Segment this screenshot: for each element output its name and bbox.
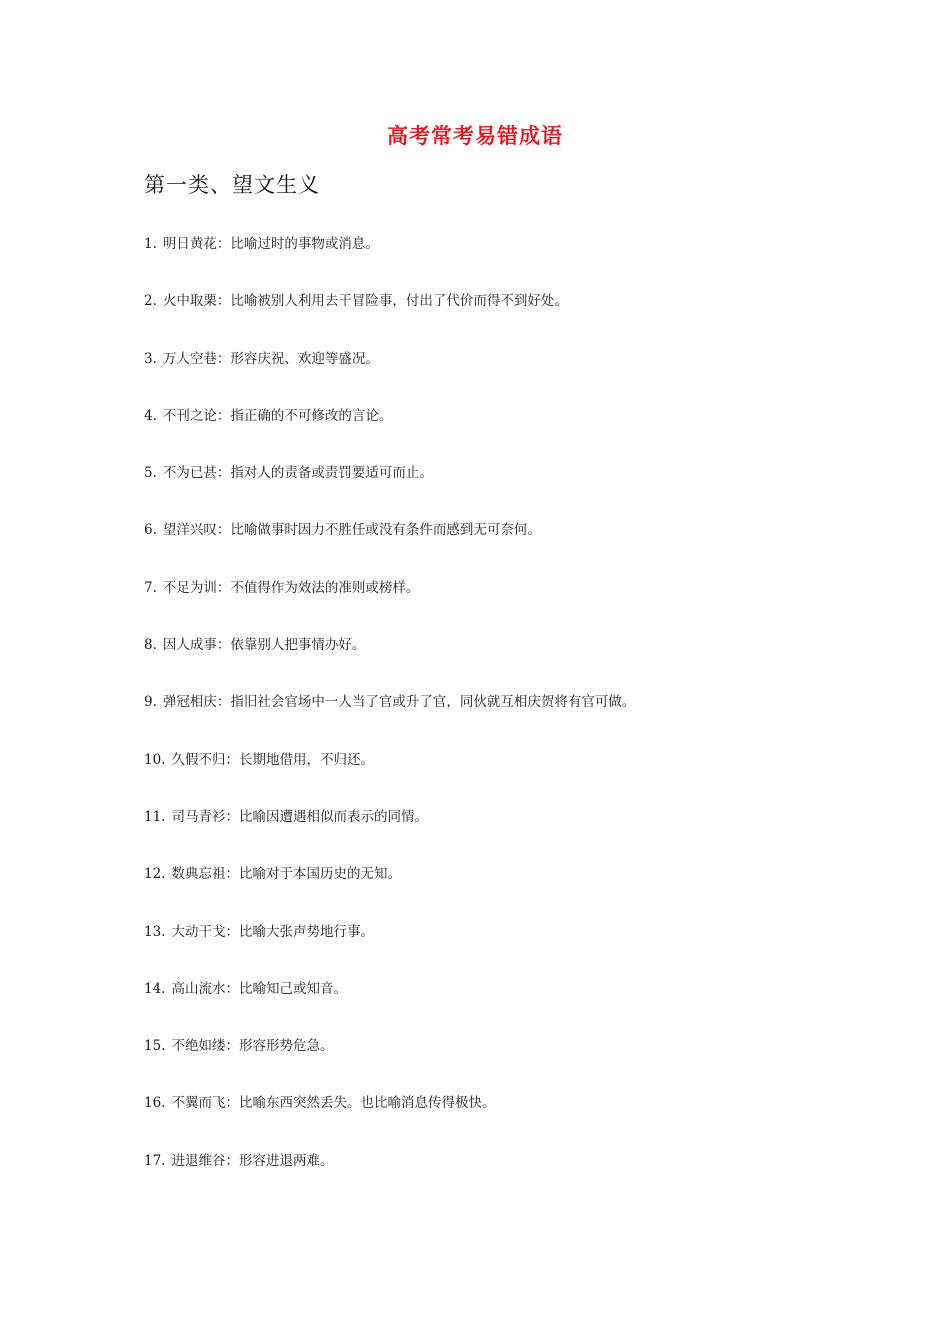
list-item [144,461,864,518]
list-item [144,347,864,404]
item-number: 16. [144,1095,166,1112]
item-text: 进退维谷：形容进退两难。 [171,1152,334,1169]
item-number: 17. [144,1152,166,1169]
item-number: 6. [144,522,157,539]
item-text: 大动干戈：比喻大张声势地行事。 [171,923,374,940]
item-text: 明日黄花：比喻过时的事物或消息。 [162,236,379,252]
item-text: 不刊之论：指正确的不可修改的言论。 [162,407,393,424]
item-number: 15. [144,1038,166,1055]
item-number: 3. [144,350,157,367]
list-item [144,690,864,747]
item-text: 高山流水：比喻知己或知音。 [171,980,347,997]
item-number: 8. [144,637,157,654]
item-number: 2. [144,293,157,310]
item-number: 10. [144,751,166,768]
item-text: 不翼而飞：比喻东西突然丢失。也比喻消息传得极快。 [171,1095,496,1112]
item-text: 万人空巷：形容庆祝、欢迎等盛况。 [162,350,379,367]
list-item [144,404,864,461]
list-item [144,920,864,977]
list-item [144,862,864,919]
item-number: 1. [144,236,157,252]
item-text: 久假不归：长期地借用，不归还。 [171,751,374,768]
list-item [144,1034,864,1091]
item-number: 7. [144,579,157,596]
section-heading: 第一类、望文生义 [144,173,320,197]
list-item [144,576,864,633]
item-number: 4. [144,407,157,424]
item-number: 14. [144,980,166,997]
item-text: 弹冠相庆：指旧社会官场中一人当了官或升了官，同伙就互相庆贺将有官可做。 [162,694,636,711]
item-text: 司马青衫：比喻因遭遇相似而表示的同情。 [171,808,428,825]
item-text: 因人成事：依靠别人把事情办好。 [162,637,366,654]
item-number: 12. [144,866,166,883]
item-text: 不足为训：不值得作为效法的准则或榜样。 [162,579,420,596]
document-title: 高考常考易错成语 [387,123,563,148]
item-number: 9. [144,694,157,711]
item-text: 火中取栗：比喻被别人利用去干冒险事，付出了代价而得不到好处。 [162,293,568,310]
item-text: 数典忘祖：比喻对于本国历史的无知。 [171,866,401,883]
list-item [144,633,864,690]
list-item [144,518,864,575]
list-item [144,289,864,346]
item-number: 13. [144,923,166,940]
item-number: 5. [144,465,157,482]
item-text: 望洋兴叹：比喻做事时因力不胜任或没有条件而感到无可奈何。 [162,522,541,539]
list-item [144,748,864,805]
item-text: 不绝如缕：形容形势危急。 [171,1038,334,1055]
list-item [144,805,864,862]
list-item [144,232,864,289]
item-number: 11. [144,808,166,825]
item-text: 不为已甚：指对人的责备或责罚要适可而止。 [162,465,433,482]
list-item [144,1149,864,1206]
list-item [144,977,864,1034]
list-item [144,1091,864,1148]
idiom-list [144,232,864,1206]
